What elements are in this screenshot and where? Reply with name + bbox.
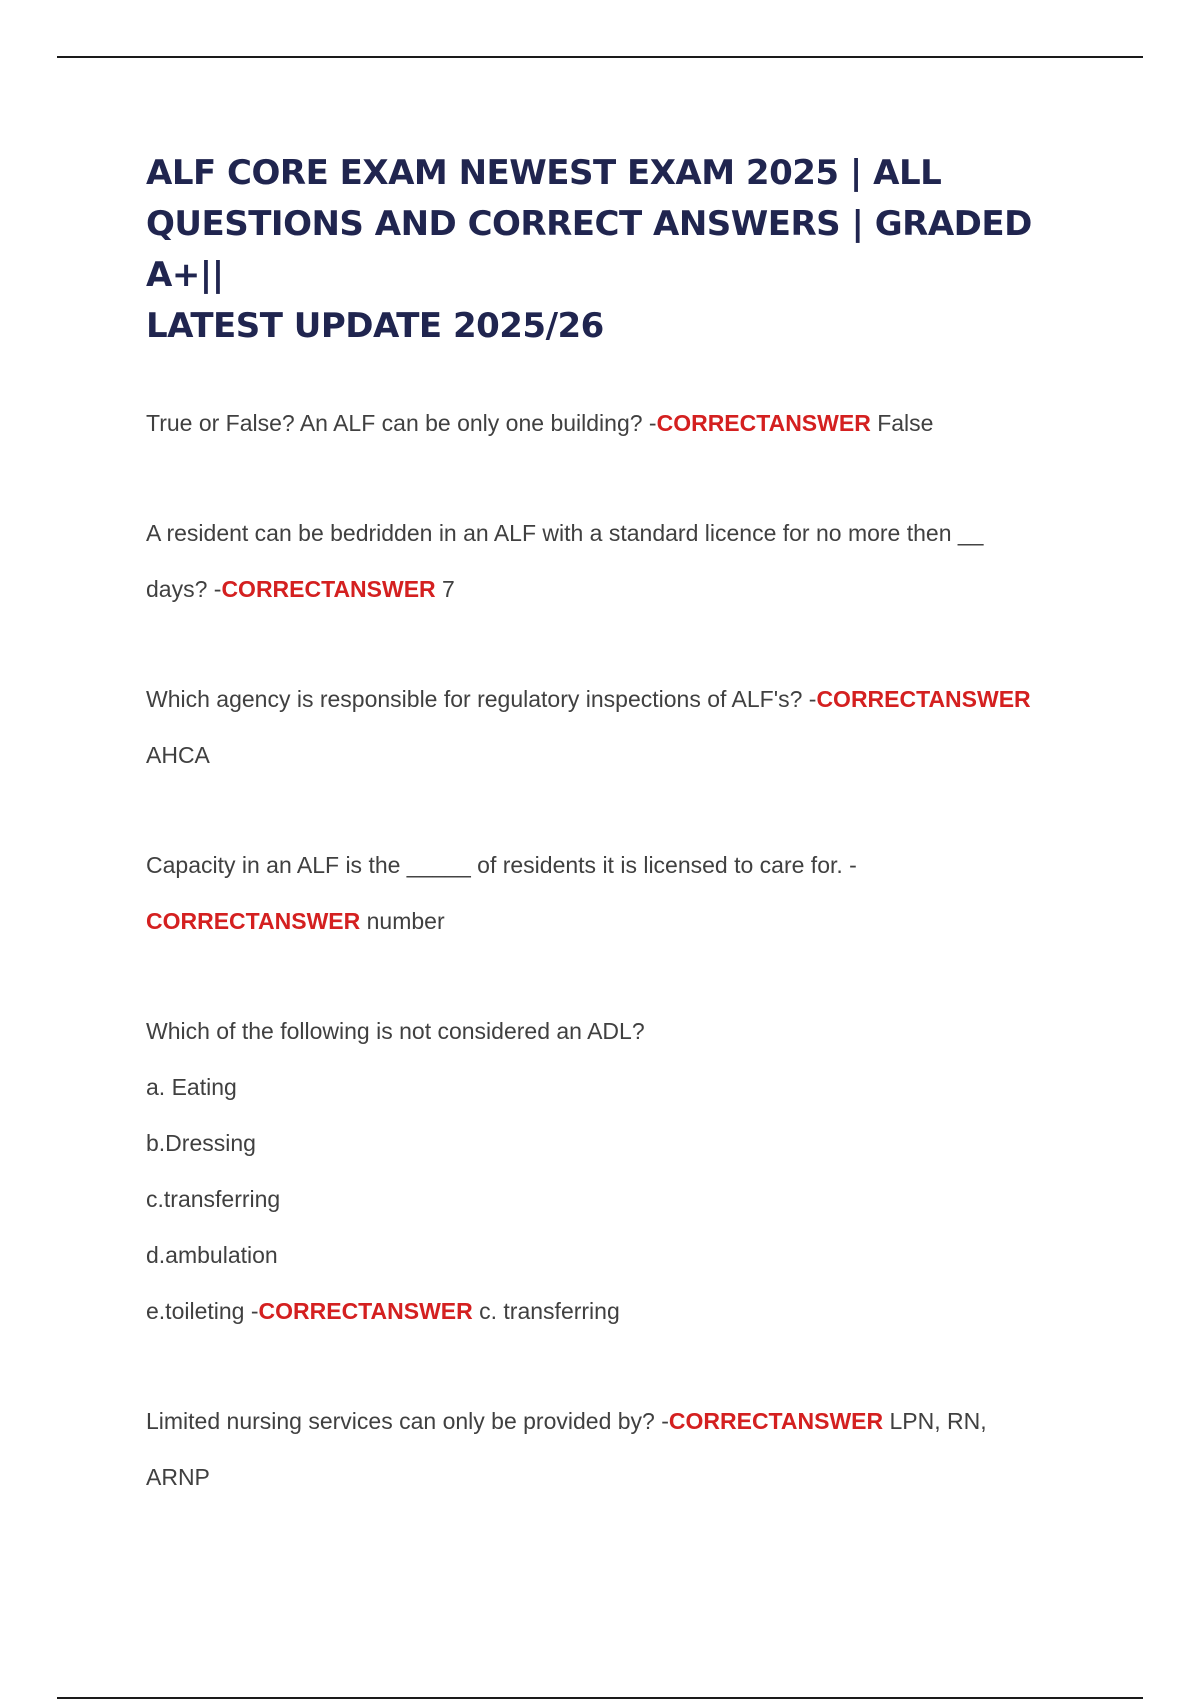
question-prefix: Which agency is responsible for regulatory inspections of ALF's? - bbox=[146, 686, 817, 712]
question-text bbox=[146, 1393, 1106, 1449]
answer-line bbox=[146, 893, 1106, 949]
option-b: b.Dressing bbox=[146, 1130, 256, 1156]
correct-answer-tag: CORRECTANSWER bbox=[146, 908, 361, 934]
option-d: d.ambulation bbox=[146, 1242, 278, 1268]
title-line-1: ALF CORE EXAM NEWEST EXAM 2025 | ALL bbox=[146, 153, 942, 193]
option-a: a. Eating bbox=[146, 1074, 237, 1100]
correct-answer-tag: CORRECTANSWER bbox=[656, 410, 871, 436]
answer-text: LPN, RN, bbox=[883, 1408, 987, 1434]
correct-answer-tag: CORRECTANSWER bbox=[668, 1408, 884, 1434]
qa-item-2 bbox=[146, 505, 1106, 617]
question-continuation bbox=[146, 561, 1106, 617]
correct-answer-tag: CORRECTANSWER bbox=[816, 686, 1031, 712]
document-body bbox=[146, 148, 1106, 1559]
answer-text: number bbox=[360, 908, 445, 934]
qa-item-3 bbox=[146, 671, 1106, 783]
footer-rule bbox=[57, 1697, 1143, 1699]
answer-continuation: ARNP bbox=[146, 1464, 210, 1490]
question-text bbox=[146, 395, 1106, 451]
question-prefix: Limited nursing services can only be provided by? - bbox=[146, 1408, 669, 1434]
title-line-2: QUESTIONS AND CORRECT ANSWERS | GRADED A+|| bbox=[146, 204, 1032, 295]
question-text: Which of the following is not considered an ADL? bbox=[146, 1018, 645, 1044]
correct-answer-tag: CORRECTANSWER bbox=[258, 1298, 473, 1324]
question-prefix: days? - bbox=[146, 576, 222, 602]
answer-text: False bbox=[870, 410, 934, 436]
qa-item-4 bbox=[146, 837, 1106, 949]
option-e bbox=[146, 1283, 1106, 1339]
option-c: c.transferring bbox=[146, 1186, 281, 1212]
answer-text: 7 bbox=[435, 576, 455, 602]
qa-item-1 bbox=[146, 395, 1106, 451]
header-rule bbox=[57, 56, 1143, 58]
title-line-3: LATEST UPDATE 2025/26 bbox=[146, 306, 604, 346]
qa-item-6 bbox=[146, 1393, 1106, 1505]
document-title bbox=[146, 148, 1106, 352]
question-text bbox=[146, 671, 1106, 727]
option-e-text: e.toileting - bbox=[146, 1298, 259, 1324]
correct-answer-tag: CORRECTANSWER bbox=[221, 576, 436, 602]
answer-text: AHCA bbox=[146, 742, 210, 768]
question-text: Capacity in an ALF is the _____ of residents it is licensed to care for. - bbox=[146, 852, 857, 878]
question-text: A resident can be bedridden in an ALF with a standard licence for no more then __ bbox=[146, 520, 984, 546]
qa-item-5 bbox=[146, 1003, 1106, 1339]
question-prefix: True or False? An ALF can be only one building? - bbox=[146, 410, 657, 436]
answer-text: c. transferring bbox=[472, 1298, 620, 1324]
